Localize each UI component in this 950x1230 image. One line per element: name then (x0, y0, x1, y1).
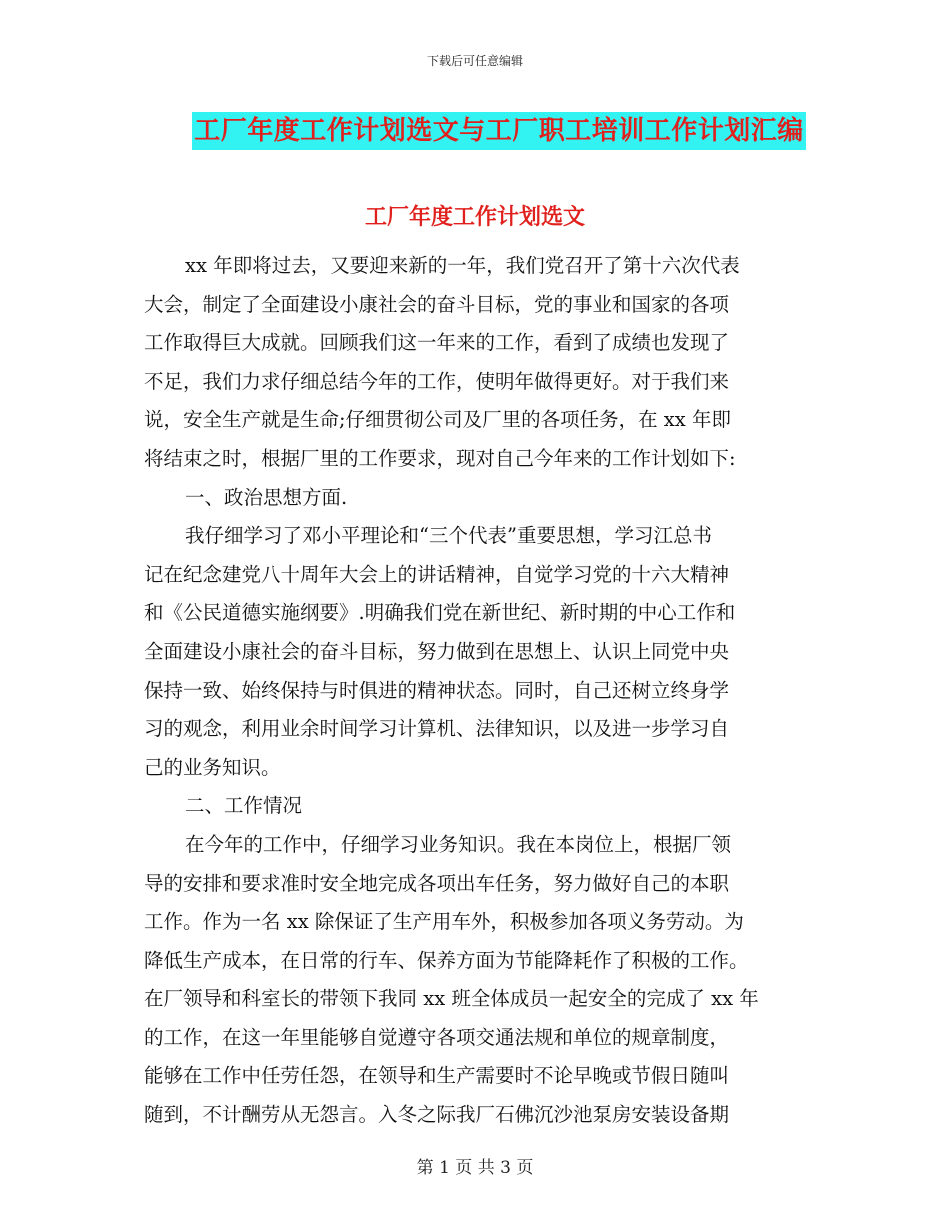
text-line: 在厂领导和科室长的带领下我同 xx 班全体成员一起安全的完成了 xx 年 (144, 987, 759, 1011)
text-line: 己的业务知识。 (144, 755, 281, 779)
main-title-container (0, 112, 950, 150)
main-title: 工厂年度工作计划选文与工厂职工培训工作计划汇编 (192, 112, 806, 150)
text-line: 降低生产成本，在日常的行车、保养方面为节能降耗作了积极的工作。 (144, 948, 749, 972)
text-line: 一、政治思想方面. (185, 485, 348, 509)
text-line: 习的观念，利用业余时间学习计算机、法律知识，以及进一步学习自 (144, 717, 730, 741)
text-line: xx 年即将过去，又要迎来新的一年，我们党召开了第十六次代表 (185, 254, 740, 277)
text-line: 能够在工作中任劳任怨，在领导和生产需要时不论早晚或节假日随叫 (144, 1064, 730, 1088)
text-line: 说，安全生产就是生命;仔细贯彻公司及厂里的各项任务，在 xx 年即 (144, 408, 731, 432)
text-line: 记在纪念建党八十周年大会上的讲话精神，自觉学习党的十六大精神 (144, 562, 730, 586)
text-line: 的工作，在这一年里能够自觉遵守各项交通法规和单位的规章制度， (144, 1025, 730, 1049)
text-line: 不足，我们力求仔细总结今年的工作，使明年做得更好。对于我们来 (144, 369, 730, 393)
text-line: 大会，制定了全面建设小康社会的奋斗目标，党的事业和国家的各项 (144, 292, 730, 316)
text-line: 工作取得巨大成就。回顾我们这一年来的工作，看到了成绩也发现了 (144, 331, 730, 355)
text-line: 在今年的工作中，仔细学习业务知识。我在本岗位上，根据厂领 (185, 832, 732, 856)
text-line: 保持一致、始终保持与时俱进的精神状态。同时，自己还树立终身学 (144, 678, 730, 702)
text-line: 随到，不计酬劳从无怨言。入冬之际我厂石佛沉沙池泵房安装设备期 (144, 1103, 730, 1127)
text-line: 将结束之时，根据厂里的工作要求，现对自己今年来的工作计划如下: (144, 446, 736, 470)
text-line: 工作。作为一名 xx 除保证了生产用车外，积极参加各项义务劳动。为 (144, 910, 744, 934)
text-line: 导的安排和要求准时安全地完成各项出车任务，努力做好自己的本职 (144, 871, 730, 895)
page-footer: 第 1 页 共 3 页 (416, 1158, 534, 1178)
text-line: 全面建设小康社会的奋斗目标，努力做到在思想上、认识上同党中央 (144, 639, 730, 663)
section-title: 工厂年度工作计划选文 (364, 204, 585, 230)
header-note: 下载后可任意编辑 (426, 54, 523, 68)
text-line: 和《公民道德实施纲要》.明确我们党在新世纪、新时期的中心工作和 (144, 601, 736, 625)
text-line: 二、工作情况 (185, 794, 303, 818)
text-line: 我仔细学习了邓小平理论和“三个代表”重要思想，学习江总书 (185, 524, 712, 548)
body-text (144, 247, 804, 1135)
